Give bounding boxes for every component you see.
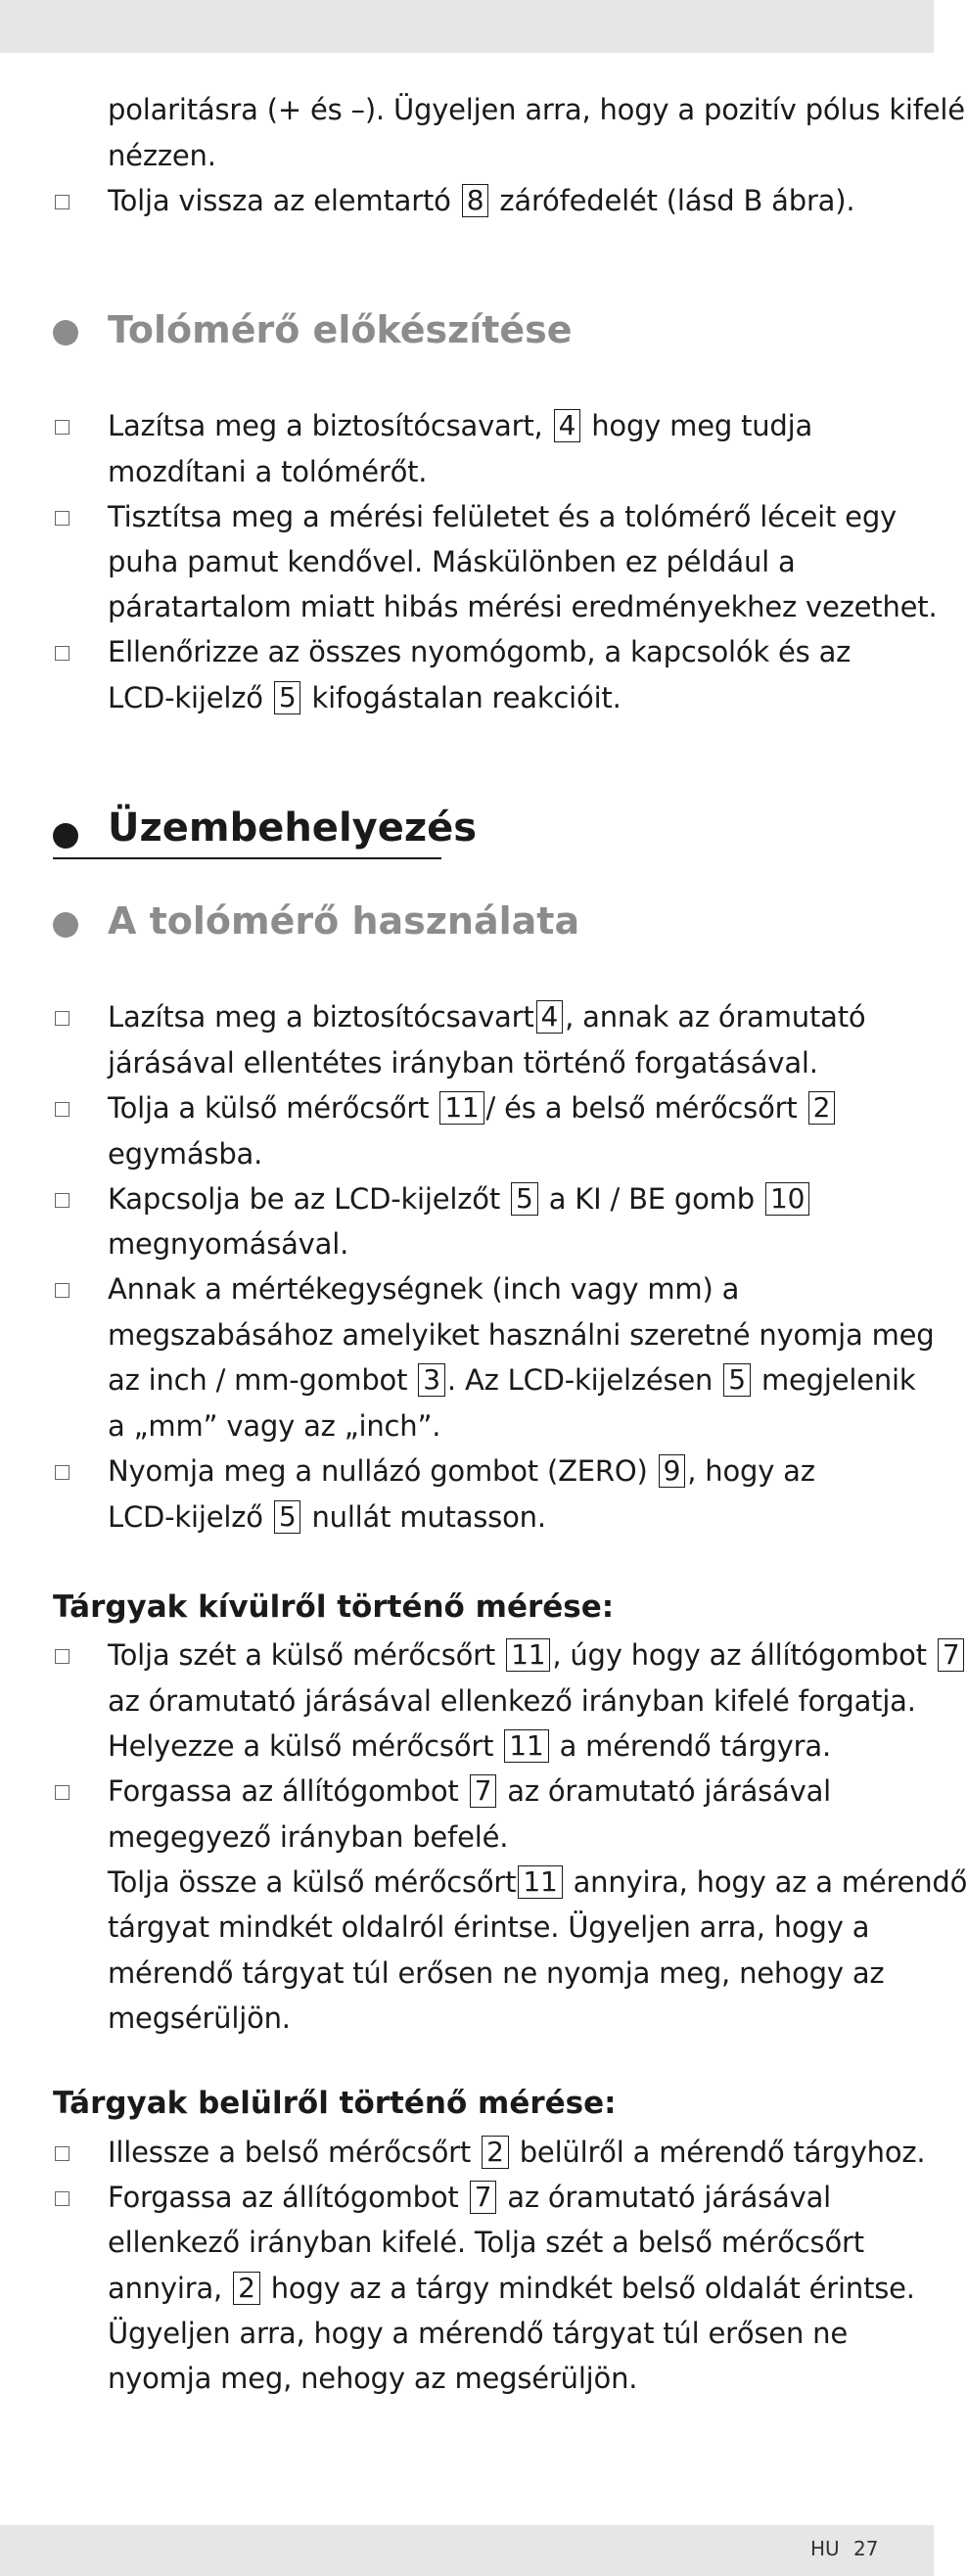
checkbox-icon bbox=[55, 1102, 69, 1117]
usage-item-3 bbox=[108, 1176, 811, 1221]
text: Lazítsa meg a biztosítócsavart, bbox=[108, 409, 543, 442]
usage-item-4-line-4: a „mm” vagy az „inch”. bbox=[108, 1409, 441, 1443]
checkbox-icon bbox=[55, 1193, 69, 1208]
prep-item-3-line-1: Ellenőrizze az összes nyomógomb, a kapcsolók és az bbox=[108, 635, 852, 668]
text: hogy meg tudja bbox=[591, 409, 813, 442]
ref-box: 3 bbox=[418, 1363, 445, 1397]
heading-underline bbox=[53, 857, 441, 859]
text: az óramutató járásával bbox=[507, 1774, 832, 1808]
ref-box: 2 bbox=[233, 2272, 260, 2305]
text: zárófedelét (lásd B ábra). bbox=[499, 184, 855, 217]
ref-box: 11 bbox=[518, 1865, 562, 1899]
ref-box: 7 bbox=[470, 2181, 497, 2214]
text: az óramutató járásával bbox=[507, 2181, 832, 2214]
inside-item-2-line-4: Ügyeljen arra, hogy a mérendő tárgyat túl erősen ne bbox=[108, 2317, 848, 2350]
outside-item-2-line-4: tárgyat mindkét oldalról érintse. Ügyeljen arra, hogy a bbox=[108, 1910, 870, 1944]
text: Tolja szét a külső mérőcsőrt bbox=[108, 1638, 496, 1672]
text: Tolja össze a külső mérőcsőrt bbox=[108, 1865, 517, 1899]
text: Illessze a belső mérőcsőrt bbox=[108, 2136, 472, 2169]
intro-item bbox=[108, 178, 854, 223]
text: , úgy hogy az állítógombot bbox=[552, 1638, 927, 1672]
ref-box: 7 bbox=[938, 1638, 965, 1672]
usage-item-3-line-2: megnyomásával. bbox=[108, 1227, 349, 1261]
prep-item-1-line-2: mozdítani a tolómérőt. bbox=[108, 455, 428, 488]
checkbox-icon bbox=[55, 1785, 69, 1800]
checkbox-icon bbox=[55, 1011, 69, 1026]
subsection-title-outside: Tárgyak kívülről történő mérése: bbox=[53, 1589, 615, 1625]
text: belülről a mérendő tárgyhoz. bbox=[519, 2136, 926, 2169]
ref-box: 5 bbox=[274, 681, 301, 714]
text: nullát mutasson. bbox=[311, 1500, 546, 1534]
text: LCD-kijelző bbox=[108, 681, 263, 714]
checkbox-icon bbox=[55, 2146, 69, 2161]
text: . Az LCD-kijelzésen bbox=[446, 1363, 714, 1397]
text: megjelenik bbox=[760, 1363, 916, 1397]
outside-item-2-line-5: mérendő tárgyat túl erősen ne nyomja meg, nehogy az bbox=[108, 1956, 885, 1990]
text: Tolja vissza az elemtartó bbox=[108, 184, 451, 217]
ref-box: 9 bbox=[659, 1454, 686, 1488]
section-title-startup: Üzembehelyezés bbox=[108, 805, 478, 851]
checkbox-icon bbox=[55, 1649, 69, 1664]
usage-item-5 bbox=[108, 1449, 815, 1494]
ref-box: 11 bbox=[504, 1729, 548, 1763]
outside-item-2-line-2: megegyező irányban befelé. bbox=[108, 1820, 509, 1854]
usage-item-4-line-2: megszabásához amelyiket használni szeretné nyomja meg bbox=[108, 1318, 935, 1352]
ref-box: 7 bbox=[470, 1774, 497, 1808]
ref-box: 11 bbox=[506, 1638, 550, 1672]
bullet-icon bbox=[53, 320, 78, 345]
outside-item-1-line-3 bbox=[108, 1724, 831, 1769]
prep-item-2-line-2: puha pamut kendővel. Máskülönben ez például a bbox=[108, 545, 796, 578]
bottom-bar bbox=[0, 2525, 934, 2576]
usage-item-2 bbox=[108, 1085, 837, 1130]
outside-item-2-line-6: megsérüljön. bbox=[108, 2001, 291, 2035]
intro-line-2: nézzen. bbox=[108, 139, 216, 172]
section-title-usage: A tolómérő használata bbox=[108, 899, 580, 943]
bullet-icon bbox=[53, 912, 78, 938]
text: Forgassa az állítógombot bbox=[108, 1774, 459, 1808]
checkbox-icon bbox=[55, 420, 69, 435]
checkbox-icon bbox=[55, 646, 69, 661]
checkbox-icon bbox=[55, 1283, 69, 1298]
prep-item-2-line-1: Tisztítsa meg a mérési felületet és a tolómérő léceit egy bbox=[108, 500, 897, 533]
bullet-icon bbox=[53, 823, 78, 849]
text: Nyomja meg a nullázó gombot (ZERO) bbox=[108, 1454, 648, 1488]
text: az inch / mm-gombot bbox=[108, 1363, 408, 1397]
ref-box: 4 bbox=[554, 409, 581, 442]
footer-language: HU bbox=[810, 2537, 840, 2560]
inside-item-1 bbox=[108, 2130, 925, 2175]
page-number: 27 bbox=[853, 2537, 879, 2560]
usage-item-1-line-2: járásával ellentétes irányban történő forgatásával. bbox=[108, 1046, 818, 1080]
text: a mérendő tárgyra. bbox=[559, 1729, 831, 1763]
ref-box: 8 bbox=[462, 184, 489, 217]
text: LCD-kijelző bbox=[108, 1500, 263, 1534]
usage-item-2-line-2: egymásba. bbox=[108, 1137, 263, 1171]
text: a KI / BE gomb bbox=[548, 1182, 755, 1216]
inside-item-2-line-3 bbox=[108, 2266, 915, 2311]
ref-box: 2 bbox=[808, 1091, 836, 1125]
top-bar bbox=[0, 0, 934, 53]
text: Forgassa az állítógombot bbox=[108, 2181, 459, 2214]
usage-item-5-line-2 bbox=[108, 1495, 546, 1540]
checkbox-icon bbox=[55, 2191, 69, 2206]
ref-box: 10 bbox=[765, 1182, 809, 1216]
checkbox-icon bbox=[55, 511, 69, 526]
ref-box: 4 bbox=[536, 1000, 564, 1034]
text: Helyezze a külső mérőcsőrt bbox=[108, 1729, 494, 1763]
ref-box: 5 bbox=[723, 1363, 751, 1397]
text: annyira, bbox=[108, 2272, 223, 2305]
usage-item-1 bbox=[108, 994, 865, 1039]
inside-item-2-line-5: nyomja meg, nehogy az megsérüljön. bbox=[108, 2362, 638, 2395]
text: kifogástalan reakcióit. bbox=[311, 681, 622, 714]
text: Tolja a külső mérőcsőrt bbox=[108, 1091, 430, 1125]
outside-item-2 bbox=[108, 1769, 831, 1814]
ref-box: 5 bbox=[274, 1500, 301, 1534]
subsection-title-inside: Tárgyak belülről történő mérése: bbox=[53, 2086, 617, 2121]
outside-item-1 bbox=[108, 1633, 966, 1678]
checkbox-icon bbox=[55, 195, 69, 209]
prep-item-3-line-2 bbox=[108, 675, 622, 720]
text: Lazítsa meg a biztosítócsavart bbox=[108, 1000, 534, 1034]
prep-item-1 bbox=[108, 403, 812, 448]
text: Kapcsolja be az LCD-kijelzőt bbox=[108, 1182, 501, 1216]
text: / és a belső mérőcsőrt bbox=[485, 1091, 798, 1125]
checkbox-icon bbox=[55, 1465, 69, 1480]
text: hogy az a tárgy mindkét belső oldalát érintse. bbox=[270, 2272, 915, 2305]
ref-box: 11 bbox=[439, 1091, 484, 1125]
outside-item-2-line-3 bbox=[108, 1860, 967, 1905]
usage-item-4-line-3 bbox=[108, 1357, 915, 1403]
text: , annak az óramutató bbox=[565, 1000, 866, 1034]
ref-box: 2 bbox=[482, 2136, 509, 2169]
section-title-prep: Tolómérő előkészítése bbox=[108, 308, 573, 351]
text: annyira, hogy az a mérendő bbox=[573, 1865, 967, 1899]
inside-item-2-line-2: ellenkező irányban kifelé. Tolja szét a belső mérőcsőrt bbox=[108, 2226, 864, 2259]
outside-item-1-line-2: az óramutató járásával ellenkező irányban kifelé forgatja. bbox=[108, 1684, 916, 1718]
ref-box: 5 bbox=[511, 1182, 538, 1216]
prep-item-2-line-3: páratartalom miatt hibás mérési eredményekhez vezethet. bbox=[108, 590, 938, 623]
inside-item-2 bbox=[108, 2175, 831, 2220]
text: , hogy az bbox=[687, 1454, 815, 1488]
intro-line-1: polaritásra (+ és –). Ügyeljen arra, hogy a pozitív pólus kifelé bbox=[108, 93, 965, 126]
usage-item-4-line-1: Annak a mértékegységnek (inch vagy mm) a bbox=[108, 1272, 740, 1306]
